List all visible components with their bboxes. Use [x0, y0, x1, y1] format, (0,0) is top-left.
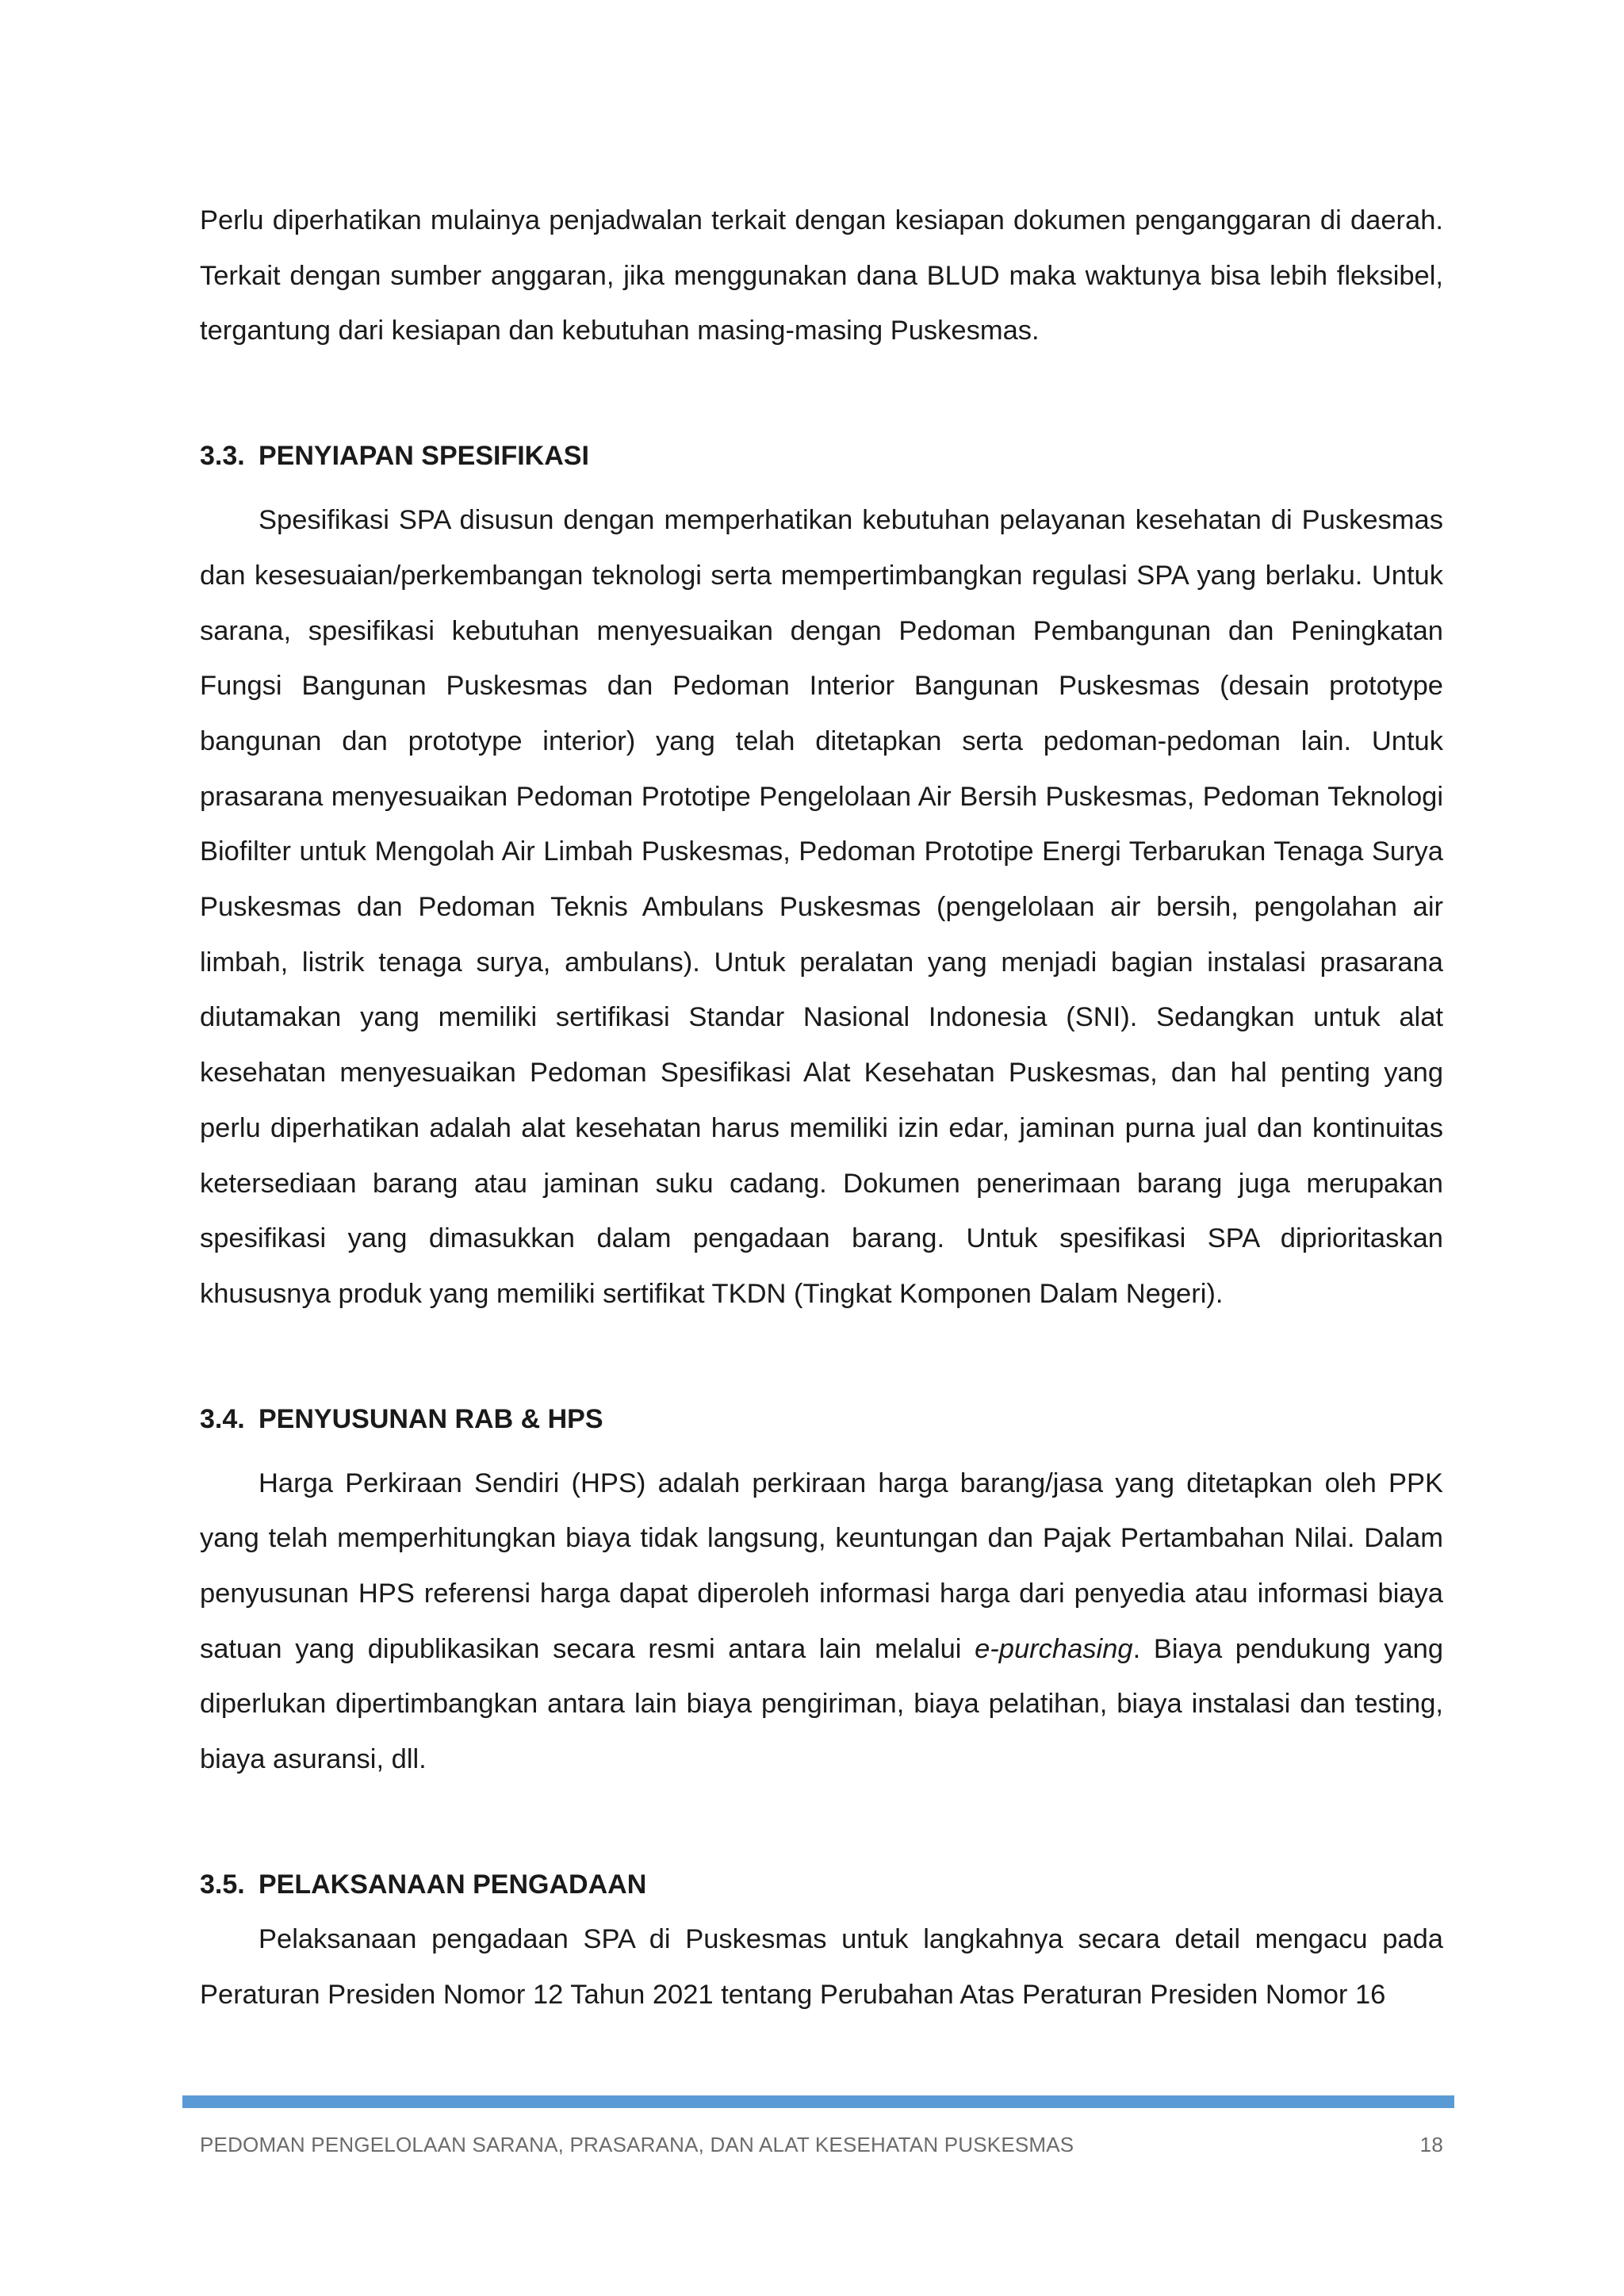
section-title: PELAKSANAAN PENGADAAN: [259, 1869, 647, 1900]
section-title: PENYIAPAN SPESIFIKASI: [259, 441, 589, 472]
section-3-4-paragraph: [200, 1456, 1443, 1788]
document-page: [200, 193, 1443, 2022]
section-number: 3.5.: [200, 1869, 245, 1900]
footer-title: PEDOMAN PENGELOLAAN SARANA, PRASARANA, DAN ALAT KESEHATAN PUSKESMAS: [200, 2133, 1074, 2156]
section-number: 3.4.: [200, 1403, 245, 1434]
section-heading-3-4: [200, 1392, 1443, 1447]
paragraph-text: Harga Perkiraan Sendiri (HPS) adalah perkiraan harga barang/jasa yang ditetapkan oleh PPK yang telah memperhitungkan biaya tidak langsung, keuntungan dan Pajak Pertambahan Nilai. Dalam penyusunan HPS referensi harga dapat diperoleh informasi harga dari penyedia atau informasi biaya satuan yang dipublikasikan secara resmi antara lain melalui: [200, 1468, 1443, 1664]
page-footer: [200, 2133, 1443, 2157]
section-3-5-paragraph: Pelaksanaan pengadaan SPA di Puskesmas untuk langkahnya secara detail mengacu pada Peraturan Presiden Nomor 12 Tahun 2021 tentang Perubahan Atas Peraturan Presiden Nomor 16: [200, 1923, 1443, 2010]
section-title: PENYUSUNAN RAB & HPS: [259, 1403, 603, 1434]
section-heading-3-5: [200, 1858, 1443, 1912]
section-heading-3-3: [200, 429, 1443, 484]
section-number: 3.3.: [200, 441, 245, 472]
section-3-3-paragraph: Spesifikasi SPA disusun dengan memperhatikan kebutuhan pelayanan kesehatan di Puskesmas dan kesesuaian/perkembangan teknologi serta mempertimbangkan regulasi SPA yang berlaku. Untuk sarana, spesifikasi kebutuhan menyesuaikan dengan Pedoman Pembangunan dan Peningkatan Fungsi Bangunan Puskesmas dan Pedoman Interior Bangunan Puskesmas (desain prototype bangunan dan prototype interior) yang telah ditetapkan serta pedoman-pedoman lain. Untuk prasarana menyesuaikan Pedoman Prototipe Pengelolaan Air Bersih Puskesmas, Pedoman Teknologi Biofilter untuk Mengolah Air Limbah Puskesmas, Pedoman Prototipe Energi Terbarukan Tenaga Surya Puskesmas dan Pedoman Teknis Ambulans Puskesmas (pengelolaan air bersih, pengolahan air limbah, listrik tenaga surya, ambulans). Untuk peralatan yang menjadi bagian instalasi prasarana diutamakan yang memiliki sertifikasi Standar Nasional Indonesia (SNI). Sedangkan untuk alat kesehatan menyesuaikan Pedoman Spesifikasi Alat Kesehatan Puskesmas, dan hal penting yang perlu diperhatikan adalah alat kesehatan harus memiliki izin edar, jaminan purna jual dan kontinuitas ketersediaan barang atau jaminan suku cadang. Dokumen penerimaan barang juga merupakan spesifikasi yang dimasukkan dalam pengadaan barang. Untuk spesifikasi SPA diprioritaskan khususnya produk yang memiliki sertifikat TKDN (Tingkat Komponen Dalam Negeri).: [200, 505, 1443, 1309]
footer-divider-bar: [182, 2095, 1454, 2108]
intro-paragraph: Perlu diperhatikan mulainya penjadwalan terkait dengan kesiapan dokumen penganggaran di daerah. Terkait dengan sumber anggaran, jika menggunakan dana BLUD maka waktunya bisa lebih fleksibel, tergantung dari kesiapan dan kebutuhan masing-masing Puskesmas.: [200, 205, 1443, 346]
italic-term: e-purchasing: [975, 1633, 1133, 1664]
page-number: 18: [1419, 2133, 1443, 2156]
paragraph-text: . Biaya pendukung yang diperlukan dipertimbangkan antara lain biaya pengiriman, biaya pelatihan, biaya instalasi dan testing, biaya asuransi, dll.: [200, 1633, 1444, 1775]
